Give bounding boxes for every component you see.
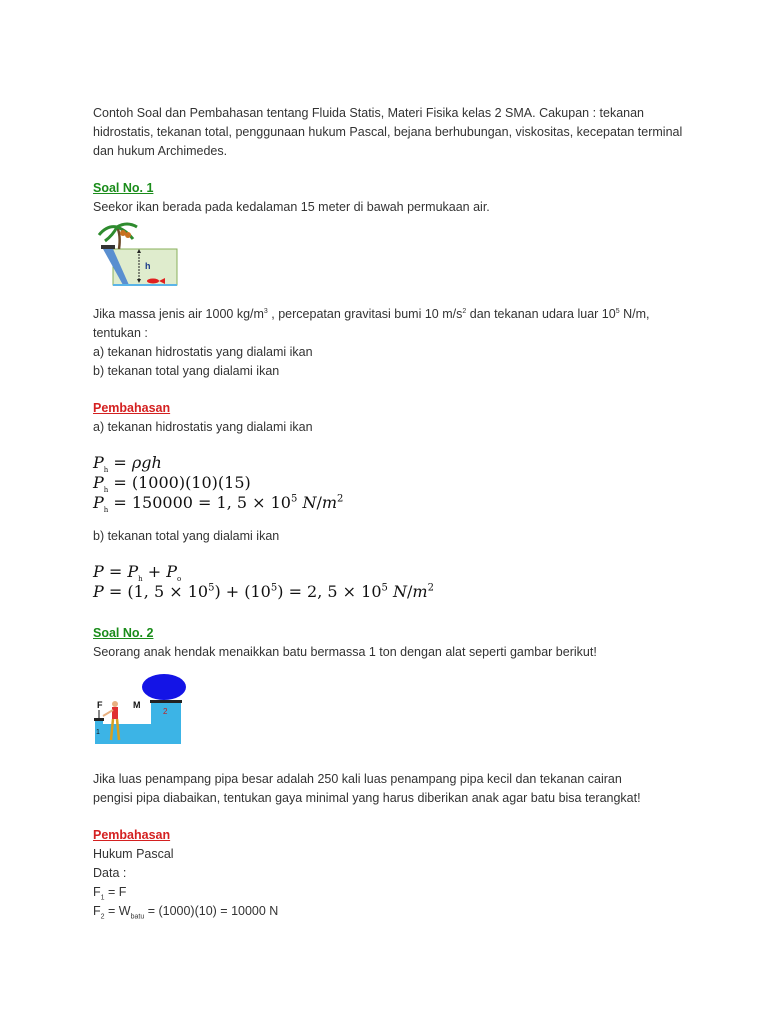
pembahasan-2-line2: Data : (93, 866, 127, 880)
soal-2-question-line1: Jika luas penampang pipa besar adalah 250 kali luas penampang pipa kecil dan tekanan cairan (93, 772, 622, 786)
pembahasan-2-line1: Hukum Pascal (93, 847, 174, 861)
figure-label-f: F (97, 700, 103, 710)
pembahasan-2-f2: $F_2 = W_{batu} = (1000)(10) = 10000$ N (93, 904, 279, 921)
figure-label-2: 2 (163, 707, 168, 716)
equation-p-total: $P = P_h + P_o$ (93, 562, 182, 584)
soal-1-question-line2: tentukan : (93, 326, 148, 340)
equation-block-1 (93, 453, 683, 513)
soal-2-question-line2: pengisi pipa diabaikan, tentukan gaya minimal yang harus diberikan anak agar batu bisa terangkat! (93, 791, 641, 805)
soal-1-item-a: a) tekanan hidrostatis yang dialami ikan (93, 345, 313, 359)
equation-ph-result: $P_h = 150000 = 1$, $5 \times 10^5$ $N/m^2$ (93, 493, 344, 515)
intro-paragraph: Contoh Soal dan Pembahasan tentang Fluida Statis, Materi Fisika kelas 2 SMA. Cakupan : tekanan hidrostatis, tekanan total, penggunaan hukum Pascal, bejana berhubungan, viskositas, kecepatan terminal dan hukum Archimedes. (93, 106, 683, 158)
equation-ph-rho-g-h: $P_h = \rho gh$ (93, 453, 162, 475)
figure-label-1: 1 (96, 729, 100, 736)
equation-p-total-result: P = (1, $5 \times 10^5) + (10^5) = 2$, $5 \times 10^5$ $N/m^2$ (93, 582, 434, 601)
soal-1-heading: Soal No. 1 (93, 181, 154, 195)
pembahasan-1-heading: Pembahasan (93, 401, 171, 415)
pembahasan-1-part-b: b) tekanan total yang dialami ikan (93, 529, 280, 543)
equation-block-2 (93, 562, 683, 602)
pembahasan-2-f1: $F_1 = F$ (93, 885, 127, 902)
document-body (93, 104, 683, 921)
soal-2-statement: Seorang anak hendak menaikkan batu bermassa 1 ton dengan alat seperti gambar berikut! (93, 645, 597, 659)
soal-1-statement: Seekor ikan berada pada kedalaman 15 meter di bawah permukaan air. (93, 200, 490, 214)
soal-1-item-b: b) tekanan total yang dialami ikan (93, 364, 280, 378)
soal-2-heading: Soal No. 2 (93, 626, 154, 640)
figure-label-h: h (145, 261, 151, 271)
pembahasan-1-part-a: a) tekanan hidrostatis yang dialami ikan (93, 420, 313, 434)
equation-ph-substitution: $P_h = (1000)(10)(15)$ (93, 473, 251, 495)
soal-1-question: Jika massa jenis air 1000 $kg/m^3$ , percepatan gravitasi bumi 10 $m/s^2$ dan tekanan udara luar $10^5$ N/m, (93, 307, 650, 321)
figure-label-m: M (133, 700, 141, 710)
fish-depth-figure (93, 221, 183, 293)
pembahasan-2-heading: Pembahasan (93, 828, 171, 842)
hydraulic-lift-figure (93, 674, 193, 750)
